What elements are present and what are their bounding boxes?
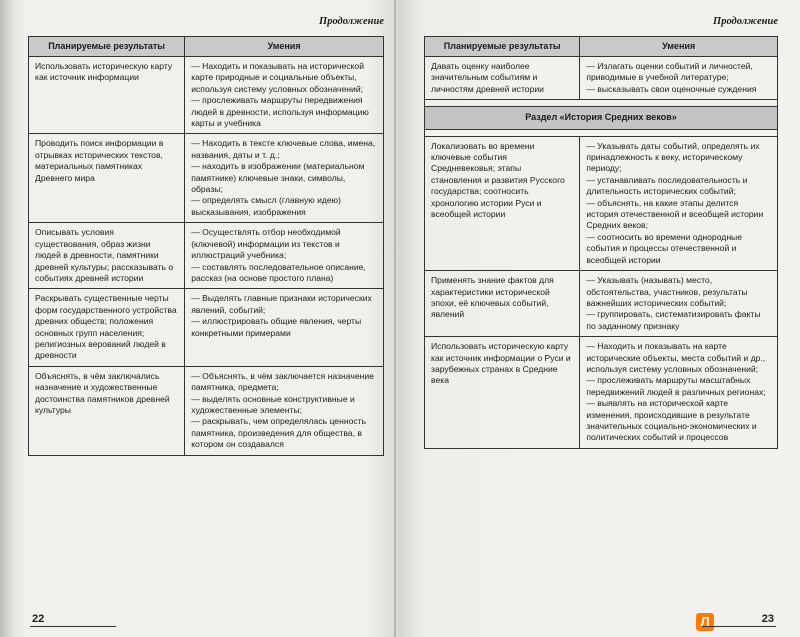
table-row — [29, 134, 384, 223]
result-cell: Описывать условия существования, образ жизни людей в древности, памятники древней культуры; рассказывать о событиях древней истории — [29, 223, 185, 289]
right-page — [398, 0, 800, 637]
page-number: 22 — [30, 613, 116, 627]
skill-item: — иллюстрировать общие явления, черты конкретными примерами — [191, 316, 362, 338]
continuation-label: Продолжение — [713, 16, 778, 27]
skills-cell — [580, 136, 778, 270]
result-cell: Проводить поиск информации в отрывках исторических текстов, материальных памятниках Древнего мира — [29, 134, 185, 223]
section-title: Раздел «История Средних веков» — [425, 107, 778, 129]
result-cell: Объяснять, в чём заключались назначение и художественные достоинства памятников древней культуры — [29, 366, 185, 455]
skills-table — [28, 36, 384, 456]
skills-cell — [580, 271, 778, 337]
table-header — [425, 37, 778, 57]
skill-item: — высказывать свои оценочные суждения — [586, 83, 757, 94]
page-number: 23 — [702, 613, 776, 627]
result-cell: Давать оценку наиболее значительным событиям и личностям древней истории — [425, 57, 580, 100]
result-cell: Использовать историческую карту как источник информации — [29, 57, 185, 134]
spacer-cell — [425, 129, 778, 136]
result-cell: Раскрывать существенные черты форм государственного устройства древних обществ; положения основных групп населения; религиозных верований людей в древности — [29, 289, 185, 366]
skills-cell — [185, 57, 384, 134]
table-row — [425, 57, 778, 100]
skill-item: — соотносить во времени однородные события и процессы отечественной и всеобщей истории — [586, 231, 743, 265]
skill-item: — Находить в тексте ключевые слова, имена, названия, даты и т. д.; — [191, 138, 376, 160]
table-header — [29, 37, 384, 57]
skill-item: — прослеживать маршруты передвижения людей в древности, используя информацию карты и учебника — [191, 95, 369, 129]
skills-cell — [185, 289, 384, 366]
table-spacer — [425, 129, 778, 136]
skill-item: — Находить и показывать на карте исторические объекты, места событий и др., используя систему условных обозначений; — [586, 341, 766, 374]
header-results: Планируемые результаты — [29, 37, 185, 57]
table-row — [425, 271, 778, 337]
skill-item: — определять смысл (главную идею) высказывания, изображения — [191, 195, 341, 217]
table-spacer — [425, 100, 778, 107]
skill-item: — Выделять главные признаки исторических явлений, событий; — [191, 293, 372, 315]
skills-cell — [580, 57, 778, 100]
table-row — [29, 289, 384, 366]
skill-item: — выявлять на исторической карте изменения, происходившие в результате значительных социально-экономических и политических событий и процессов — [586, 398, 757, 443]
skill-item: — составлять последовательное описание, рассказ (на основе простого плана) — [191, 261, 366, 283]
publisher-logo-icon: Л — [696, 613, 714, 631]
skills-cell — [580, 337, 778, 449]
header-results: Планируемые результаты — [425, 37, 580, 57]
continuation-label: Продолжение — [319, 16, 384, 27]
skill-item: — Указывать (называть) место, обстоятельства, участников, результаты важнейших исторических событий; — [586, 275, 748, 308]
skill-item: — Осуществлять отбор необходимой (ключевой) информации из текстов и иллюстраций учебника; — [191, 227, 341, 261]
skill-item: — группировать, систематизировать факты по заданному признаку — [586, 309, 761, 331]
skill-item: — выделять основные конструктивные и художественные элементы; — [191, 393, 355, 415]
skill-item: — раскрывать, чем определялась ценность памятника, произведения для общества, в котором он создавался — [191, 416, 367, 450]
skill-item: — Находить и показывать на исторической карте природные и социальные объекты, используя систему условных обозначений; — [191, 61, 364, 94]
skill-item: — устанавливать последовательность и длительность исторических событий; — [586, 174, 748, 197]
table-row — [425, 136, 778, 270]
skill-item: — находить в изображении (материальном памятнике) ключевые знаки, символы, образы; — [191, 161, 365, 195]
skill-item: — объяснять, на какие этапы делится история отечественной и всеобщей истории Средних веков; — [586, 197, 764, 231]
table-row — [29, 57, 384, 134]
skills-cell — [185, 134, 384, 223]
skills-cell — [185, 366, 384, 455]
spacer-cell — [425, 100, 778, 107]
result-cell: Использовать историческую карту как источник информации о Руси и зарубежных странах в Средние века — [425, 337, 580, 449]
header-skills: Умения — [185, 37, 384, 57]
skill-item: — Излагать оценки событий и личностей, приводимые в учебной литературе; — [586, 61, 753, 83]
skills-cell — [185, 223, 384, 289]
table-row — [425, 337, 778, 449]
result-cell: Применять знание фактов для характеристики исторической эпохи, её ключевых событий, явлений — [425, 271, 580, 337]
result-cell: Локализовать во времени ключевые события Средневековья; этапы становления и развития Русского государства; соотносить хронологию истории Руси и всеобщей истории — [425, 136, 580, 270]
section-row — [425, 107, 778, 129]
skill-item: — прослеживать маршруты масштабных передвижений людей в различных регионах; — [586, 375, 766, 397]
left-page — [0, 0, 398, 637]
header-skills: Умения — [580, 37, 778, 57]
table-row — [29, 223, 384, 289]
skill-item: — Указывать даты событий, определять их принадлежность к веку, историческому периоду; — [586, 140, 760, 174]
skill-item: — Объяснять, в чём заключается назначение памятника, предмета; — [191, 370, 374, 393]
table-row — [29, 366, 384, 455]
skills-table — [424, 36, 778, 449]
